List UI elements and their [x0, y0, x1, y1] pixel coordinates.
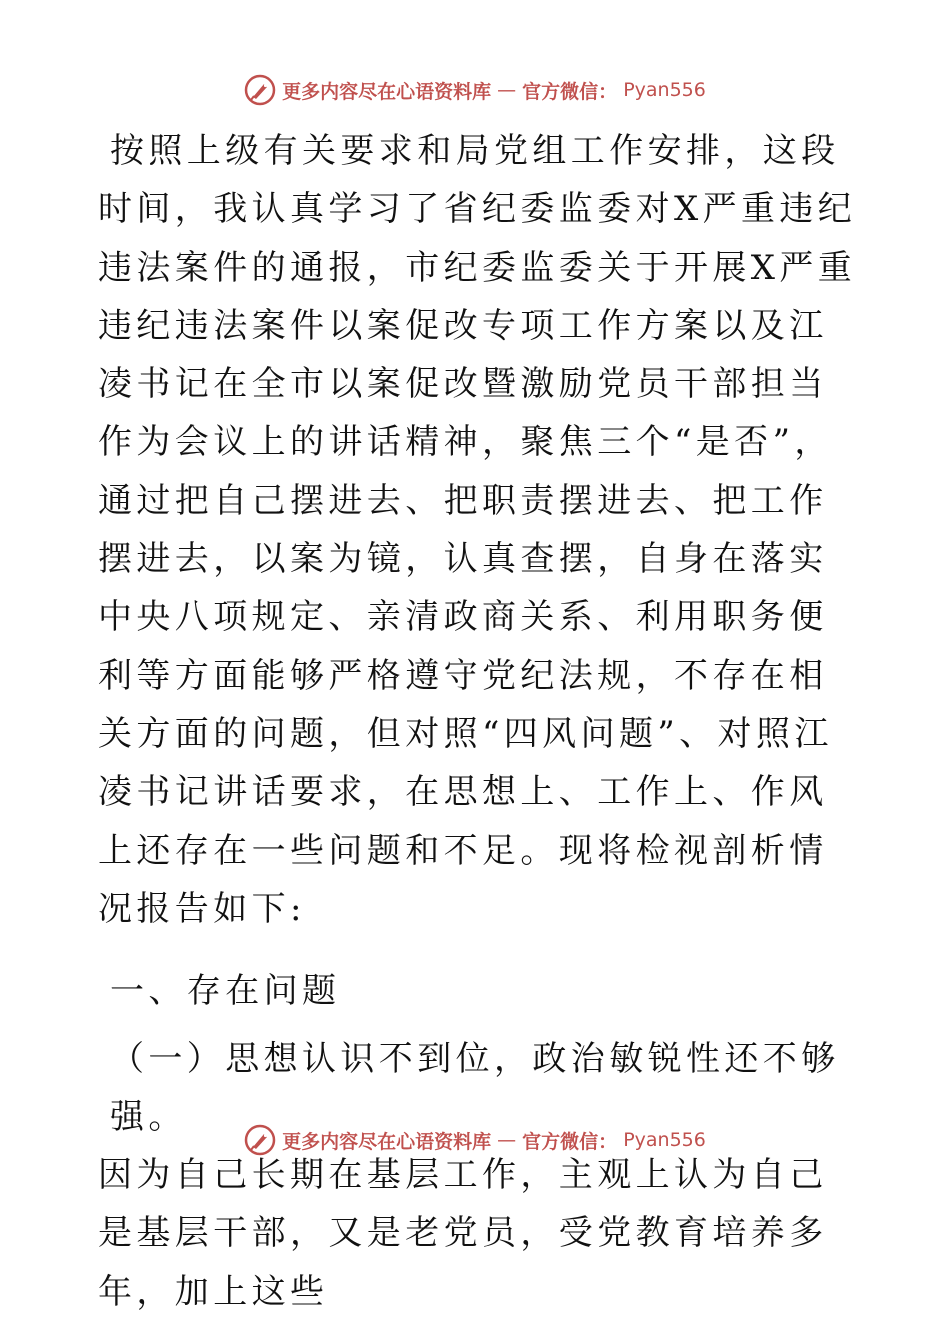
- watermark-wechat-label: 官方微信：: [522, 1130, 618, 1153]
- watermark-text: 更多内容尽在心语资料库: [282, 1130, 492, 1153]
- section-heading: 一、存在问题: [110, 971, 341, 1012]
- watermark-separator: —: [497, 79, 517, 101]
- watermark-separator: —: [497, 1129, 517, 1151]
- pen-nib-icon: [244, 1124, 276, 1156]
- watermark-wechat-label: 官方微信：: [522, 80, 618, 103]
- watermark-text: 更多内容尽在心语资料库: [282, 80, 492, 103]
- subsection-heading: （一）思想认识不到位，政治敏锐性还不够强。: [110, 1039, 840, 1138]
- body-paragraph: 因为自己长期在基层工作，主观上认为自己是基层干部，又是老党员，受党教育培养多年，加上这些: [98, 1155, 828, 1312]
- pen-nib-icon: [244, 74, 276, 106]
- intro-paragraph: 按照上级有关要求和局党组工作安排，这段时间，我认真学习了省纪委监委对X严重违纪违法案件的通报，市纪委监委关于开展X严重违纪违法案件以案促改专项工作方案以及江凌书记在全市以案促改暨激励党员干部担当作为会议上的讲话精神，聚焦三个“是否”，通过把自己摆进去、把职责摆进去、把工作摆进去，以案为镜，认真查摆，自身在落实中央八项规定、亲清政商关系、利用职务便利等方面能够严格遵守党纪法规，不存在相关方面的问题，但对照“四风问题”、对照江凌书记讲话要求，在思想上、工作上、作风上还存在一些问题和不足。现将检视剖析情况报告如下:: [98, 131, 857, 929]
- watermark-handle: Pyan556: [623, 1129, 706, 1151]
- header-watermark: [0, 72, 950, 108]
- watermark-handle: Pyan556: [623, 79, 706, 101]
- footer-watermark: [0, 1122, 950, 1158]
